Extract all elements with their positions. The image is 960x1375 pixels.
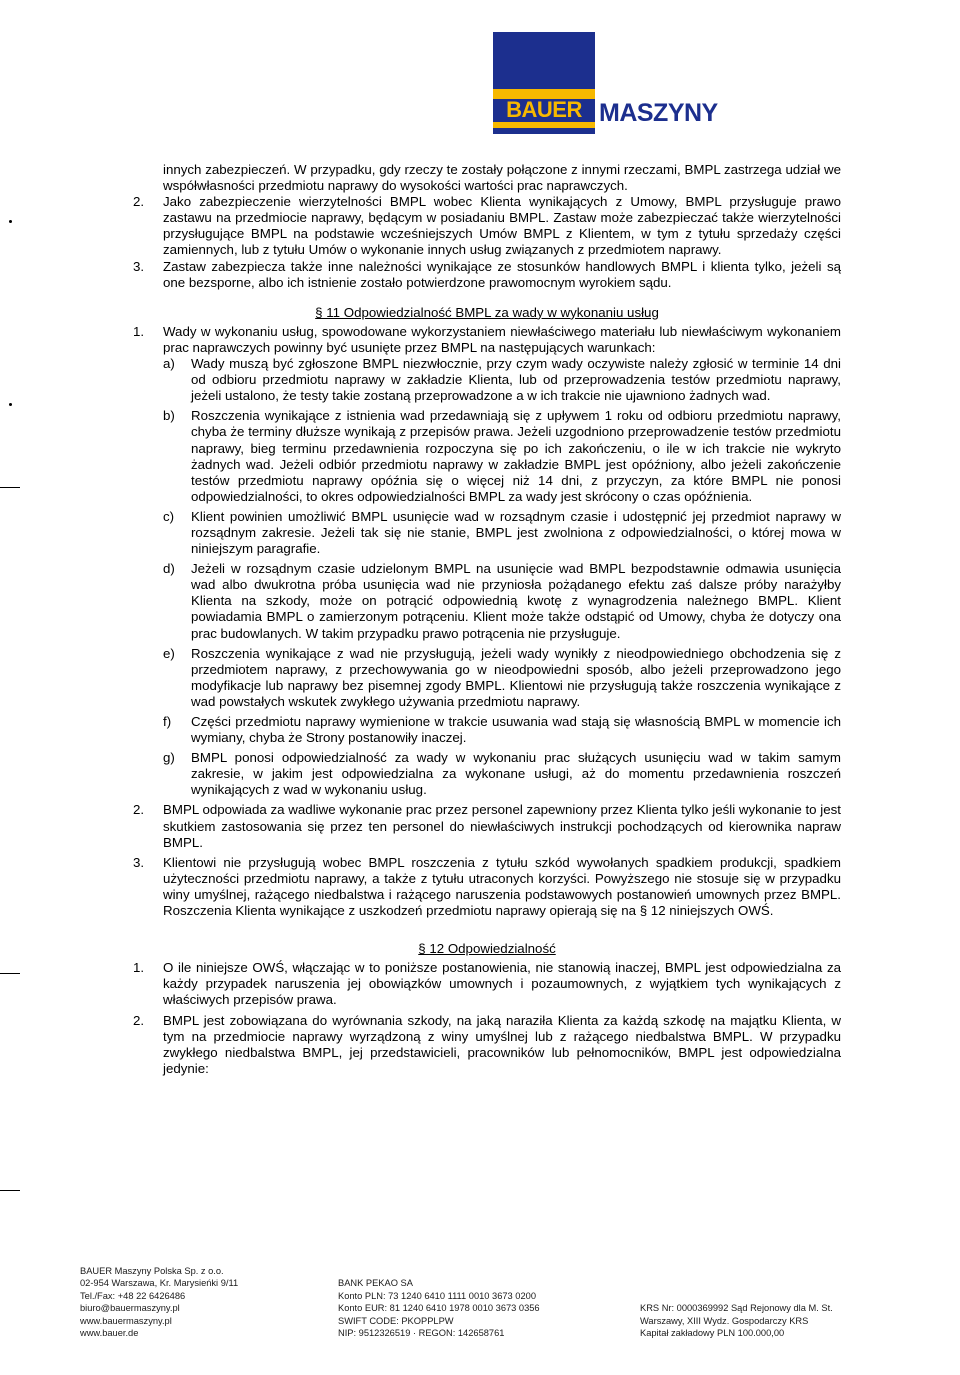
footer-nip-regon: NIP: 9512326519 · REGON: 142658761 — [338, 1327, 505, 1338]
logo-word-maszyny: MASZYNY — [599, 99, 718, 127]
sub-item-letter: a) — [163, 356, 175, 372]
section-12-heading: § 12 Odpowiedzialność — [418, 941, 556, 957]
list-item — [133, 194, 841, 258]
margin-dot — [9, 403, 12, 406]
margin-fold-mark — [0, 1190, 20, 1191]
margin-fold-mark — [0, 487, 20, 488]
sub-item-text: BMPL ponosi odpowiedzialność za wady w wykonaniu prac służących usunięciu wad w takim samym zakresie, w jakim jest odpowiedzialna za wykonane usługi, aż do momentu przedawnienia roszczeń wynikających z wad w wykonaniu usług. — [191, 750, 841, 798]
sub-item-letter: e) — [163, 645, 175, 661]
footer-court: Warszawy, XIII Wydz. Gospodarczy KRS — [640, 1315, 809, 1326]
item-number: 1. — [133, 323, 145, 339]
sub-item-letter: d) — [163, 561, 175, 577]
sub-item-letter: g) — [163, 750, 175, 766]
item-text: BMPL odpowiada za wadliwe wykonanie prac przez personel zapewniony przez Klienta tylko jeśli wykonanie to jest skutkiem zastosowania się przez ten personel do niewłaściwych instrukcji pochodzących od kierownika napraw BMPL. — [163, 802, 841, 850]
footer-phone: Tel./Fax: +48 22 6426486 — [80, 1290, 186, 1301]
sub-item-text: Roszczenia wynikające z wad nie przysługują, jeżeli wady wynikły z nieodpowiedniego obchodzenia się z przedmiotem naprawy, z przechowywania go w nieodpowiedni sposób, albo jeżeli przeprowadzono jego modyfikacje lub naprawy bez pisemnej zgody BMPL. Klientowi nie przysługują także roszczenia wynikające z wad powstałych wskutek zwykłego używania przedmiotu naprawy. — [191, 645, 841, 709]
footer-registry-column — [640, 1265, 900, 1339]
sub-item — [163, 356, 841, 404]
sub-item-text: Klient powinien umożliwić BMPL usunięcie wad w rozsądnym czasie i udostępnić jej przedmiot naprawy w rozsądnym zakresie. Jeżeli tak się nie stanie, BMPL jest zwolniona z odpowiedzialności, o której mowa w niniejszym paragrafie. — [191, 508, 841, 557]
sub-item-text: Wady muszą być zgłoszone BMPL niezwłocznie, przy czym wady oczywiste należy zgłosić w terminie 14 dni od odbioru przedmiotu naprawy w zakładzie Klienta, lub od przeprowadzenia testów przedmiotu naprawy, jeżeli ustalono, że testy takie zostaną przeprowadzone a w ich trakcie nie ujawniono żadnych wad. — [191, 356, 841, 404]
item-number: 2. — [133, 802, 145, 818]
paragraph-continuation: innych zabezpieczeń. W przypadku, gdy rzeczy te zostały połączone z innymi rzeczami, BMPL zastrzega udział we współwłasności przedmiotu naprawy do wysokości wartości prac naprawczych. — [163, 162, 841, 194]
footer-account-eur: Konto EUR: 81 1240 6410 1978 0010 3673 0356 — [338, 1303, 540, 1314]
footer-address: 02-954 Warszawa, Kr. Marysieńki 9/11 — [80, 1278, 239, 1289]
footer-email: biuro@bauermaszyny.pl — [80, 1303, 180, 1314]
footer-bank-name: BANK PEKAO SA — [338, 1278, 413, 1289]
item-number: 2. — [133, 1012, 145, 1028]
section-12-list — [133, 960, 841, 1077]
sub-item — [163, 408, 841, 505]
sub-item-letter: b) — [163, 408, 175, 424]
item-text: BMPL jest zobowiązana do wyrównania szkody, na jaką naraziła Klienta za każdą szkodę na majątku Klienta, w tym na przedmiocie naprawy wyrządzoną z winy umyślnej lub z rażącego niedbalstwa BMPL. W przypadku zwykłego niedbalstwa BMPL, jej przedstawicieli, pracowników lub pełnomocników, BMPL jest odpowiedzialna jedynie: — [163, 1012, 841, 1076]
margin-dot — [9, 220, 12, 223]
list-item — [133, 1013, 841, 1077]
item-text: O ile niniejsze OWŚ, włączając w to poniższe postanowienia, nie stanowią inaczej, BMPL jest odpowiedzialna za każdy przypadek naruszenia jej obowiązków umownych i pozaumownych, z wyjątkiem tych wynikających z właściwych przepisów prawa. — [163, 960, 841, 1008]
sub-item — [163, 509, 841, 557]
list-item — [133, 259, 841, 291]
footer-company-name: BAUER Maszyny Polska Sp. z o.o. — [80, 1266, 224, 1276]
item-text: Zastaw zabezpiecza także inne należności wynikające ze stosunków handlowych BMPL i klienta tylko, jeżeli są one bezsporne, albo ich istnienie zostało potwierdzone prawomocnym wyrokiem sądu. — [163, 258, 841, 290]
intro-list — [133, 194, 841, 291]
sub-item — [163, 750, 841, 798]
footer-website: www.bauer.de — [80, 1327, 139, 1338]
item-number: 1. — [133, 960, 145, 976]
section-11-list — [133, 324, 841, 919]
footer-website: www.bauermaszyny.pl — [80, 1315, 172, 1326]
section-11-heading: § 11 Odpowiedzialność BMPL za wady w wykonaniu usług — [315, 304, 659, 320]
list-item — [133, 855, 841, 919]
footer-company-column — [80, 1265, 330, 1339]
list-item — [133, 324, 841, 799]
item-number: 3. — [133, 258, 145, 274]
logo-stripe — [493, 122, 595, 128]
item-number: 3. — [133, 854, 145, 870]
document-body — [133, 162, 841, 1077]
logo-word-bauer: BAUER — [506, 97, 582, 122]
item-text: Wady w wykonaniu usług, spowodowane wykorzystaniem niewłaściwego materiału lub niewłaściwym wykonaniem prac naprawczych powinny być usunięte przez BMPL na następujących warunkach: — [163, 323, 841, 355]
sub-item — [163, 561, 841, 641]
sub-list — [163, 356, 841, 798]
footer-swift: SWIFT CODE: PKOPPLPW — [338, 1315, 454, 1326]
footer-account-pln: Konto PLN: 73 1240 6410 1111 0010 3673 0200 — [338, 1290, 536, 1301]
footer-bank-column — [338, 1265, 618, 1339]
sub-item-text: Roszczenia wynikające z istnienia wad przedawniają się z upływem 1 roku od odbioru przedmiotu naprawy, chyba że terminy dłuższe wynikają z przepisów prawa. Jeżeli uzgodniono przeprowadzenie testów przedmiotu naprawy, bieg terminu przedawnienia rozpoczyna się po ich zakończeniu, o ile w ich trakcie nie wykryto żadnych wad. Jeżeli odbiór przedmiotu naprawy w zakładzie BMPL jest opóźniony, albo jeżeli zakończenie testów przedmiotu naprawy opóźnia się o więcej niż 14 dni, z przyczyn, za które BMPL nie ponosi odpowiedzialności, to okres odpowiedzialności BMPL za wady jest skrócony o czas opóźnienia. — [191, 408, 841, 504]
margin-fold-mark — [0, 973, 20, 974]
list-item — [133, 802, 841, 850]
sub-item-letter: f) — [163, 714, 172, 729]
footer-krs: KRS Nr: 0000369992 Sąd Rejonowy dla M. St. — [640, 1303, 833, 1314]
sub-item — [163, 714, 841, 746]
logo-mark — [493, 32, 595, 134]
item-text: Klientowi nie przysługują wobec BMPL roszczenia z tytułu szkód wywołanych spadkiem produkcji, spadkiem użyteczności przedmiotu naprawy, a także z tytułu utraconych korzyści. Powyższego nie stosuje się w przypadku winy umyślnej, rażącego niedbalstwa i rażącego naruszenia podstawowych postanowień umownych przez BMPL. Roszczenia Klienta wynikające z uszkodzeń przedmiotu naprawy opierają się na § 12 niniejszych OWŚ. — [163, 854, 841, 919]
sub-item-text: Części przedmiotu naprawy wymienione w trakcie usuwania wad stają się własnością BMPL w momencie ich wymiany, chyba że Strony postanowiły inaczej. — [191, 714, 841, 746]
sub-item — [163, 646, 841, 710]
list-item — [133, 960, 841, 1008]
item-text: Jako zabezpieczenie wierzytelności BMPL wobec Klienta wynikających z Umowy, BMPL przysługuje prawo zastawu na przedmiocie naprawy, będącym w posiadaniu BMPL. Zastaw może zabezpieczać także wierzytelności przysługujące BMPL na podstawie wcześniejszych Umów BMPL z Klientem, w tym z tytułu sprzedaży części zamiennych, lub z tytułu Umów o wykonanie innych usług związanych z przedmiotem naprawy. — [163, 194, 841, 258]
sub-item-text: Jeżeli w rozsądnym czasie udzielonym BMPL na usunięcie wad BMPL bezpodstawnie odmawia usunięcia wad albo dwukrotna próba usunięcia wad nie przyniosła pożądanego efektu zaś dalsze próby narażyłby Klienta na szkody, może on potrącić odpowiednią kwotę z wynagrodzenia należnego BMPL. Klient powiadamia BMPL o zamierzonym potrąceniu. Klient może także odstąpić od Umowy, chyba że dotyczy ona prac budowlanych. W takim przypadku prawo potrącenia nie przysługuje. — [191, 561, 841, 641]
footer-capital: Kapitał zakładowy PLN 100.000,00 — [640, 1327, 785, 1338]
item-number: 2. — [133, 194, 145, 210]
sub-item-letter: c) — [163, 508, 175, 524]
bauer-maszyny-logo — [493, 32, 743, 134]
